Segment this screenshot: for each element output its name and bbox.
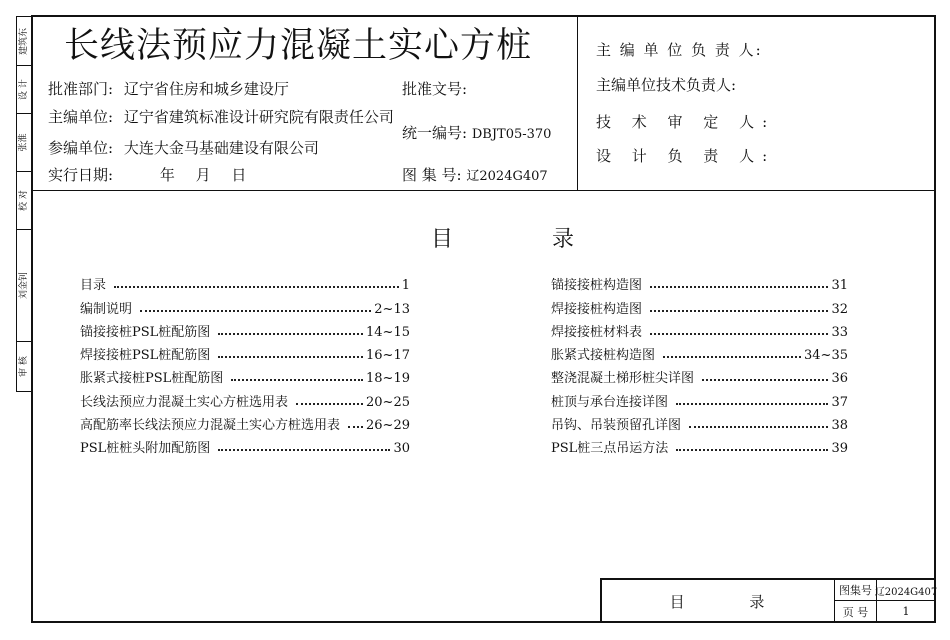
strip-cell-2: 设 计 xyxy=(17,65,31,114)
header-bottom-rule xyxy=(31,190,936,191)
toc-entry xyxy=(80,293,410,316)
toc-entry xyxy=(551,270,848,293)
implementation-date: 实行日期: 年 月 日 xyxy=(48,166,247,184)
toc-entry xyxy=(551,386,848,409)
toc-entry-title: 目录 xyxy=(80,278,107,294)
toc-entry xyxy=(80,340,410,363)
strip-cell-4: 校 对 xyxy=(17,171,31,230)
toc-entry-title: 胀紧式接桩构造图 xyxy=(551,348,656,364)
toc-leader-dots xyxy=(218,356,363,358)
toc-entry-page: 1 xyxy=(401,278,410,294)
toc-entry-title: 焊接接桩材料表 xyxy=(551,324,643,340)
co-editor-unit: 参编单位: 大连大金马基础建设有限公司 xyxy=(48,139,319,157)
toc-leader-dots xyxy=(114,286,399,288)
unified-no: 统一编号: DBJT05-370 xyxy=(402,124,552,142)
toc-entry-title: 锚接接桩PSL桩配筋图 xyxy=(80,324,211,340)
title-block xyxy=(600,578,938,622)
strip-cell-1: 建筑东 xyxy=(17,17,31,66)
toc-entry-title: PSL桩三点吊运方法 xyxy=(551,441,669,457)
toc-entry-title: 高配筋率长线法预应力混凝土实心方桩选用表 xyxy=(80,418,341,434)
toc-entry-title: 编制说明 xyxy=(80,301,133,317)
toc-heading: 目 录 xyxy=(431,227,620,252)
toc-leader-dots xyxy=(650,333,828,335)
toc-left-column xyxy=(80,270,410,456)
header-divider xyxy=(577,15,578,191)
toc-entry xyxy=(551,317,848,340)
toc-entry-page: 34~35 xyxy=(804,348,848,364)
toc-entry xyxy=(551,293,848,316)
toc-entry-page: 16~17 xyxy=(366,348,410,364)
toc-entry-page: 30 xyxy=(393,441,410,457)
toc-entry xyxy=(80,317,410,340)
toc-entry-title: 桩顶与承台连接详图 xyxy=(551,394,669,410)
toc-entry-page: 39 xyxy=(831,441,848,457)
toc-entry-page: 18~19 xyxy=(366,371,410,387)
toc-entry-page: 20~25 xyxy=(366,394,410,410)
toc-entry-page: 33 xyxy=(831,324,848,340)
atlas-title: 长线法预应力混凝土实心方桩 xyxy=(64,26,533,66)
responsible-tech: 主编单位技术负责人: xyxy=(596,76,737,94)
toc-entry-title: 长线法预应力混凝土实心方桩选用表 xyxy=(80,394,289,410)
toc-entry-page: 2~13 xyxy=(374,301,410,317)
toc-entry-title: 胀紧式接桩PSL桩配筋图 xyxy=(80,371,224,387)
toc-entry-title: 吊钩、吊装预留孔详图 xyxy=(551,418,682,434)
toc-entry-title: 整浇混凝土梯形桩尖详图 xyxy=(551,371,695,387)
toc-entry xyxy=(80,410,410,433)
toc-entry xyxy=(80,363,410,386)
strip-cell-3: 张淮 xyxy=(17,113,31,172)
toc-entry xyxy=(551,433,848,456)
toc-leader-dots xyxy=(231,379,363,381)
page-no-label: 页 号 xyxy=(835,601,877,622)
toc-entry xyxy=(80,270,410,293)
atlas-no-value: 辽2024G407 xyxy=(877,580,935,601)
atlas-no-label: 图集号 xyxy=(835,580,877,601)
page-no-value: 1 xyxy=(902,605,910,618)
toc-leader-dots xyxy=(663,356,801,358)
toc-entry-page: 32 xyxy=(831,301,848,317)
toc-entry-page: 36 xyxy=(831,371,848,387)
approval-doc-no: 批准文号: xyxy=(402,80,468,98)
toc-entry-title: 焊接接桩构造图 xyxy=(551,301,643,317)
toc-entry-page: 31 xyxy=(831,278,848,294)
approval-dept: 批准部门: 辽宁省住房和城乡建设厅 xyxy=(48,80,289,98)
toc-entry-page: 14~15 xyxy=(366,324,410,340)
toc-entry xyxy=(80,433,410,456)
responsible-review: 技 术 审 定 人: xyxy=(596,113,776,131)
toc-leader-dots xyxy=(140,310,371,312)
toc-leader-dots xyxy=(218,449,390,451)
toc-right-column xyxy=(551,270,848,456)
toc-leader-dots xyxy=(218,333,363,335)
strip-cell-6: 审 核 xyxy=(18,355,29,377)
toc-leader-dots xyxy=(348,426,363,428)
toc-entry xyxy=(551,340,848,363)
toc-leader-dots xyxy=(650,310,828,312)
toc-entry-page: 26~29 xyxy=(366,418,410,434)
toc-leader-dots xyxy=(296,403,363,405)
toc-entry xyxy=(80,386,410,409)
toc-leader-dots xyxy=(676,403,828,405)
toc-entry-page: 38 xyxy=(831,418,848,434)
toc-entry-title: 锚接接桩构造图 xyxy=(551,278,643,294)
toc-leader-dots xyxy=(676,449,828,451)
strip-cell-5: 刘金钊 xyxy=(17,229,31,342)
approval-strip xyxy=(16,16,31,392)
toc-entry-title: 焊接接桩PSL桩配筋图 xyxy=(80,348,211,364)
toc-leader-dots xyxy=(650,286,828,288)
atlas-no: 图 集 号: 辽2024G407 xyxy=(402,166,548,184)
toc-entry xyxy=(551,363,848,386)
toc-leader-dots xyxy=(702,379,828,381)
editor-unit: 主编单位: 辽宁省建筑标准设计研究院有限责任公司 xyxy=(48,108,394,126)
toc-entry xyxy=(551,410,848,433)
responsible-editor-unit: 主 编 单 位 负 责 人: xyxy=(596,41,763,59)
toc-leader-dots xyxy=(689,426,828,428)
toc-entry-title: PSL桩桩头附加配筋图 xyxy=(80,441,211,457)
responsible-design: 设 计 负 责 人: xyxy=(596,147,776,165)
sheet-name: 目 录 xyxy=(602,580,835,622)
toc-entry-page: 37 xyxy=(831,394,848,410)
